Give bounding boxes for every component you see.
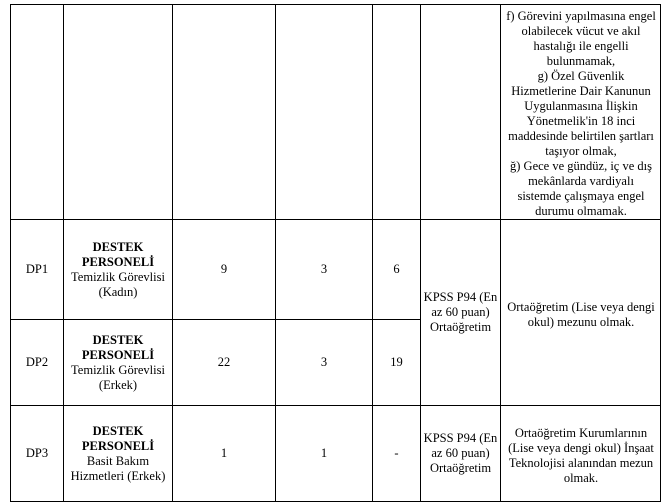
position-title <box>64 220 173 320</box>
count-a: 3 <box>276 320 373 406</box>
position-title-bold: DESTEK PERSONELİ <box>81 423 155 453</box>
education-requirement: Ortaöğretim Kurumlarının (Lise veya dengi okul) İnşaat Teknolojisi alanından mezun olmak. <box>501 406 661 502</box>
total-count: 9 <box>173 220 276 320</box>
position-code: DP2 <box>11 320 64 406</box>
count-b: 6 <box>373 220 421 320</box>
position-title-bold: DESTEK PERSONELİ <box>81 332 155 362</box>
staff-requirements-table <box>10 4 661 502</box>
position-code: DP3 <box>11 406 64 502</box>
position-title <box>64 320 173 406</box>
position-title-detail: Temizlik Görevlisi (Erkek) <box>71 362 165 392</box>
position-title-detail: Temizlik Görevlisi (Kadın) <box>71 269 165 299</box>
empty-cell <box>173 5 276 220</box>
empty-cell <box>421 5 501 220</box>
count-b: 19 <box>373 320 421 406</box>
empty-cell <box>373 5 421 220</box>
position-code: DP1 <box>11 220 64 320</box>
count-a: 3 <box>276 220 373 320</box>
table-row <box>11 220 661 320</box>
requirements-cell <box>501 5 661 220</box>
requirement-gh: ğ) Gece ve gündüz, iç ve dış mekânlarda vardiyalı sistemde çalışmaya engel durumu olmamak. <box>510 159 652 218</box>
kpss-requirement: KPSS P94 (En az 60 puan) Ortaöğretim <box>421 406 501 502</box>
continuation-row <box>11 5 661 220</box>
empty-cell <box>11 5 64 220</box>
total-count: 1 <box>173 406 276 502</box>
position-title-bold: DESTEK PERSONELİ <box>81 239 155 269</box>
table-row <box>11 406 661 502</box>
kpss-requirement: KPSS P94 (En az 60 puan) Ortaöğretim <box>421 220 501 406</box>
count-a: 1 <box>276 406 373 502</box>
requirement-g: g) Özel Güvenlik Hizmetlerine Dair Kanunun Uygulanmasına İlişkin Yönetmelik'in 18 inci maddesinde belirtilen şartları taşıyor olmak, <box>508 69 654 158</box>
position-title <box>64 406 173 502</box>
empty-cell <box>64 5 173 220</box>
empty-cell <box>276 5 373 220</box>
total-count: 22 <box>173 320 276 406</box>
requirement-f: f) Görevini yapılmasına engel olabilecek vücut ve akıl hastalığı ile engelli bulunmamak, <box>506 9 656 68</box>
position-title-detail: Basit Bakım Hizmetleri (Erkek) <box>70 453 166 483</box>
count-b: - <box>373 406 421 502</box>
education-requirement: Ortaöğretim (Lise veya dengi okul) mezunu olmak. <box>501 220 661 406</box>
